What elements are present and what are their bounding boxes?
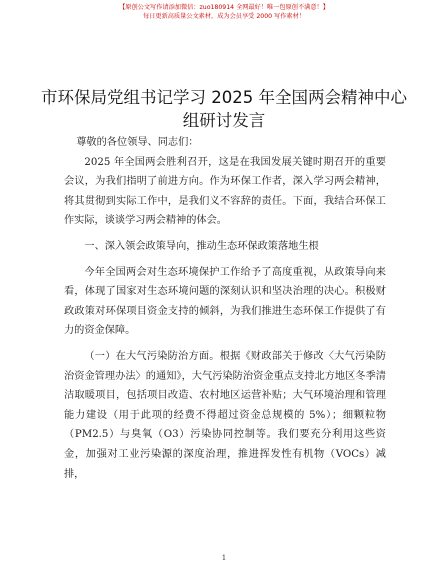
page-number: 1 — [221, 554, 227, 562]
promo-banner — [0, 3, 448, 21]
promo-banner-line-1: 【原创公文写作请添加微信：zuo180914 全网最好！唯一包原创不满意！】 — [119, 4, 329, 11]
paragraph-intro: 2025 年全国两会胜利召开，这是在我国发展关键时期召开的重要会议，为我们指明了前进方向。作为环保工作者，深入学习两会精神，将其贯彻到实际工作中，是我们义不容辞的责任。下面，我结合环保工作实际，谈谈学习两会精神的体会。 — [64, 156, 386, 227]
promo-banner-line-2: 每日更新高质量公文素材，成为会员享受 2000 写作素材！ — [143, 13, 305, 20]
salutation: 尊敬的各位领导、同志们： — [76, 137, 199, 148]
paragraph-policy: 今年全国两会对生态环境保护工作给予了高度重视，从政策导向来看，体现了国家对生态环境问题的深刻认识和坚决治理的决心。积极财政政策对环保项目资金支持的倾斜，为我们推进生态环保工作提供了有力的资金保障。 — [64, 266, 386, 337]
section-heading-1: 一、深入领会政策导向，推动生态环保政策落地生根 — [84, 240, 319, 252]
document-body — [64, 133, 386, 484]
paragraph-air-pollution: （一）在大气污染防治方面。根据《财政部关于修改〈大气污染防治资金管理办法〉的通知》，大气污染防治资金重点支持北方地区冬季清洁取暖项目，包括项目改造、农村地区运营补贴；大气环境治理和管理能力建设（用于此项的经费不得超过资金总规模的 5%）；细颗粒物（PM2.5）与臭氧（O3）污染协同控制等。我们要充分利用这些资金，加强对工业污染源的深度治理，推进挥发性有机物（VOCs）减排， — [64, 350, 386, 480]
document-title: 市环保局党组书记学习 2025 年全国两会精神中心组研讨发言 — [41, 88, 407, 130]
